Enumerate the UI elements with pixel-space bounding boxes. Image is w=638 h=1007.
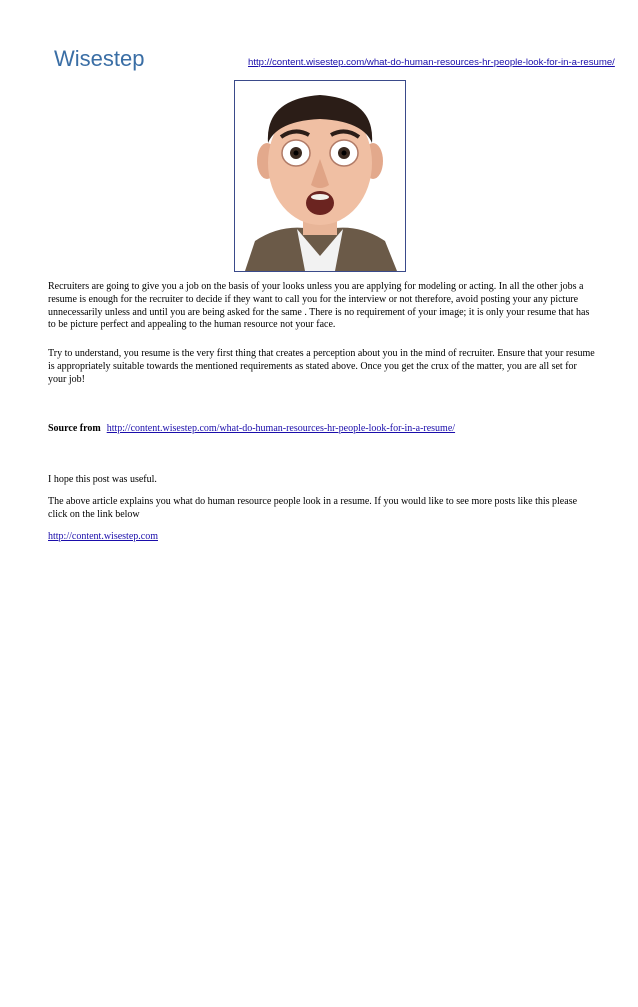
- paragraph-perception: Try to understand, you resume is the very first thing that creates a perception about you in the mind of recruiter. Ensure that your resume is appropriately suitable towards the mentioned requirements as stated above. Once you get the crux of the matter, you are all set for your job!: [48, 348, 595, 385]
- paragraph-explains: The above article explains you what do human resource people look in a resume. If you would like to see more posts like this please click on the link below: [48, 496, 578, 520]
- source-label: Source from: [48, 423, 101, 434]
- header-url-link[interactable]: http://content.wisestep.com/what-do-human-resources-hr-people-look-for-in-a-resume/: [248, 57, 615, 68]
- portrait-photo-icon: [235, 81, 405, 271]
- source-line: [48, 423, 455, 436]
- source-url-link[interactable]: http://content.wisestep.com/what-do-human-resources-hr-people-look-for-in-a-resume/: [106, 423, 456, 434]
- portrait-photo: [234, 80, 406, 272]
- brand-title: Wisestep: [54, 46, 145, 71]
- paragraph-looks: Recruiters are going to give you a job on the basis of your looks unless you are applying for modeling or acting. In all the other jobs a resume is enough for the recruiter to decide if they want to call you for the interview or not therefore, avoid posting your any picture unnecessarily unless and until you are being asked for the same . There is no requirement of your image; it is only your resume that has to be picture perfect and appealing to the human resource not your face.: [48, 281, 590, 331]
- paragraph-useful: I hope this post was useful.: [48, 474, 157, 485]
- wisestep-home-link[interactable]: http://content.wisestep.com: [48, 531, 158, 542]
